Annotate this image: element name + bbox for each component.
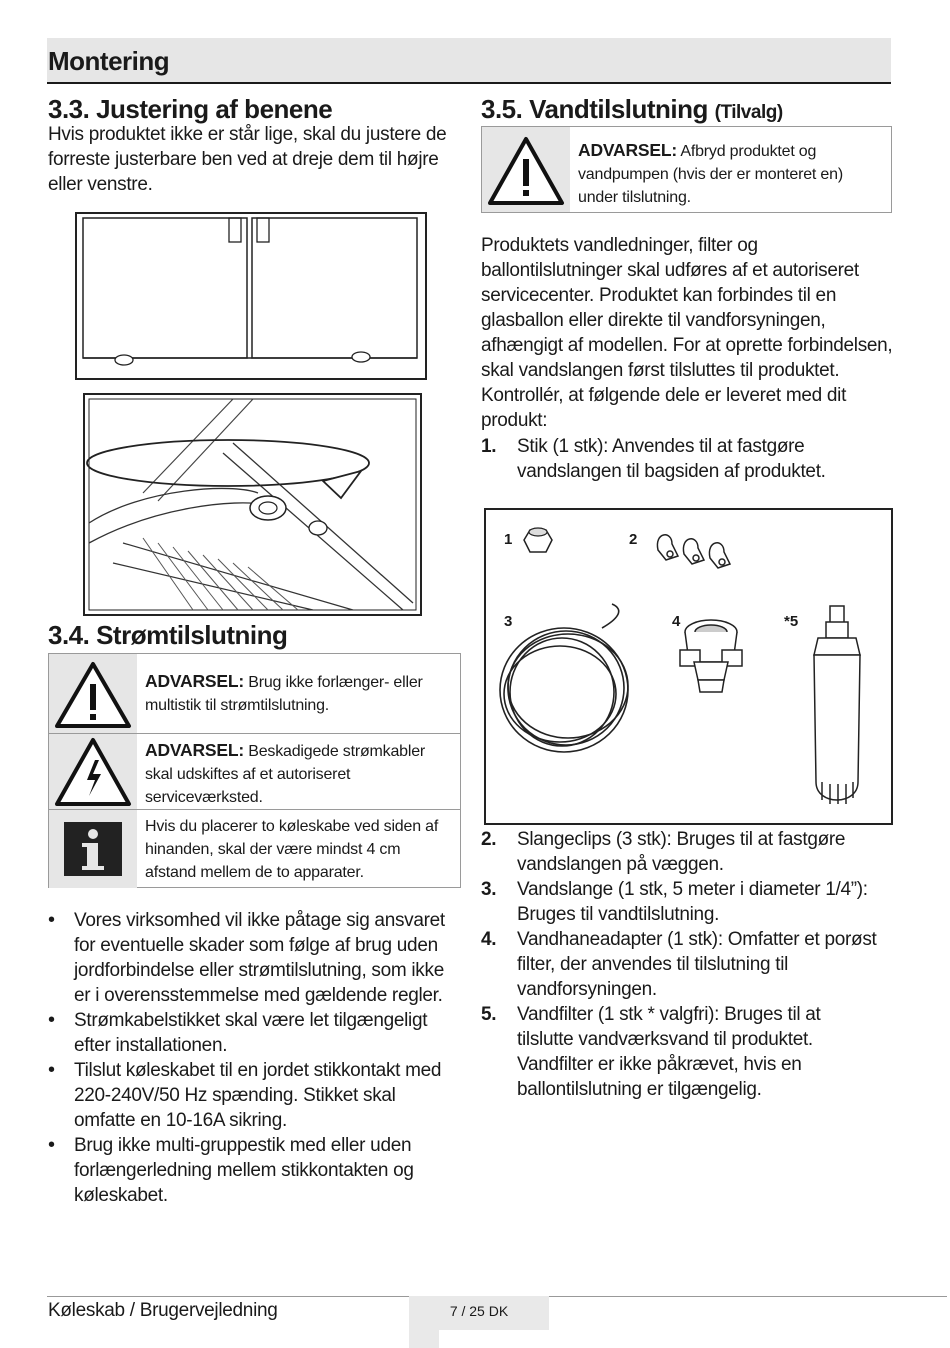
info-row-spacing [49, 809, 460, 888]
footer-document-title: Køleskab / Brugervejledning [48, 1300, 278, 1321]
warning-text [578, 139, 885, 209]
info-icon-cell [49, 810, 137, 888]
list-number: 4. [481, 929, 497, 950]
water-warning-box [481, 126, 892, 213]
water-filter-icon [814, 606, 860, 804]
warning-body: Brug ikke forlænger- eller multistik til strømtilslutning. [145, 674, 423, 714]
parts-drawing [486, 510, 891, 823]
warning-row-extension [49, 654, 460, 733]
hose-clips-icon [657, 535, 730, 568]
list-item: • Tilslut køleskabet til en jordet stikkontakt med 220-240V/50 Hz spænding. Stikket skal omfatte en 10-16A sikring. [44, 1058, 454, 1133]
warning-icon-cell [482, 127, 570, 212]
warning-body: Beskadigede strømkabler skal udskiftes af et autoriseret serviceværksted. [145, 743, 426, 806]
warning-triangle-icon [49, 654, 137, 733]
info-text: Hvis du placerer to køleskabe ved siden af hinanden, skal der være mindst 4 cm afstand mellem de to apparater. [145, 818, 439, 881]
fridge-front-illustration [75, 212, 427, 380]
page-title: Montering [48, 46, 170, 76]
list-text: Vandfilter (1 stk * valgfri): Bruges til at tilslutte vandværksvand til produktet. Vandfilter er ikke påkrævet, hvis en ballontilslutning er tilgængelig. [517, 1004, 821, 1100]
section-3-3-text: Hvis produktet ikke er står lige, skal du justere de forreste justerbare ben ved at dreje dem til højre eller venstre. [48, 124, 447, 195]
figure-label: 2 [629, 531, 638, 548]
section-3-5-heading [481, 94, 783, 125]
figure-label: *5 [784, 613, 799, 630]
warning-text [145, 739, 454, 809]
figure-label: 3 [504, 613, 513, 630]
header-bar [47, 38, 891, 84]
warning-label: ADVARSEL: [145, 740, 244, 760]
list-item [481, 877, 881, 927]
warning-body: Afbryd produktet og vandpumpen (hvis der er monteret en) under tilslutning. [578, 143, 843, 206]
water-intro-text: Produktets vandledninger, filter og ballontilslutninger skal udføres af et autoriseret servicecenter. Produktet kan forbindes til en glasballon eller direkte til vandforsyningen, afhængigt af modellen. For at oprette forbindelsen, skal vandslangen først tilsluttes til produktet. Kontrollér, at følgende dele er leveret med dit produkt: [481, 235, 893, 431]
list-item [481, 434, 881, 484]
list-text: Stik (1 stk): Anvendes til at fastgøre vandslangen til bagsiden af produktet. [517, 436, 826, 482]
warning-triangle-icon [482, 127, 570, 212]
list-number: 5. [481, 1004, 497, 1025]
warning-label: ADVARSEL: [145, 671, 244, 691]
figure-label: 1 [504, 531, 513, 548]
list-number: 2. [481, 829, 497, 850]
list-item: • Vores virksomhed vil ikke påtage sig ansvaret for eventuelle skader som følge af brug uden jordforbindelse eller strømtilslutning, som ikke er i overensstemmelse med gældende regler. [44, 908, 454, 1008]
warning-icon-cell [49, 734, 137, 810]
warning-label: ADVARSEL: [578, 140, 677, 160]
parts-list-first [481, 434, 881, 484]
section-3-5-title-suffix: (Tilvalg) [714, 102, 783, 123]
warning-text [145, 670, 454, 717]
list-text: Vandhaneadapter (1 stk): Omfatter et porøst filter, der anvendes til tilslutning til vandforsyningen. [517, 929, 877, 1000]
figure-label: 4 [672, 613, 681, 630]
list-item: • Strømkabelstikket skal være let tilgængeligt efter installationen. [44, 1008, 454, 1058]
section-3-4-heading: 3.4. Strømtilslutning [48, 620, 288, 650]
list-number: 3. [481, 879, 497, 900]
footer-page-number: 7 / 25 DK [449, 1303, 509, 1319]
water-hose-icon [500, 604, 628, 752]
section-3-5-title: 3.5. Vandtilslutning [481, 94, 708, 124]
power-bullet-list [44, 908, 454, 1208]
footer-page-tab [409, 1330, 439, 1348]
warning-icon-cell [49, 654, 137, 733]
parts-list [481, 827, 881, 1102]
list-text: Slangeclips (3 stk): Bruges til at fastgøre vandslangen på væggen. [517, 829, 846, 875]
list-item [481, 927, 881, 1002]
warning-row-cable [49, 733, 460, 810]
list-number: 1. [481, 436, 497, 457]
list-text: Vandslange (1 stk, 5 meter i diameter 1/4”): Bruges til vandtilslutning. [517, 879, 868, 925]
foot-adjust-illustration [83, 393, 422, 616]
list-item [481, 827, 881, 877]
power-warnings-box [48, 653, 461, 888]
tap-adapter-icon [680, 620, 742, 692]
connector-nut-icon [524, 528, 552, 552]
electric-shock-icon [49, 734, 137, 810]
list-item: • Brug ikke multi-gruppestik med eller uden forlængerledning mellem stikkontakten og køleskabet. [44, 1133, 454, 1208]
section-3-3-heading: 3.3. Justering af benene [48, 94, 333, 124]
info-icon [49, 810, 137, 888]
parts-figure [484, 508, 893, 825]
list-item [481, 1002, 881, 1102]
